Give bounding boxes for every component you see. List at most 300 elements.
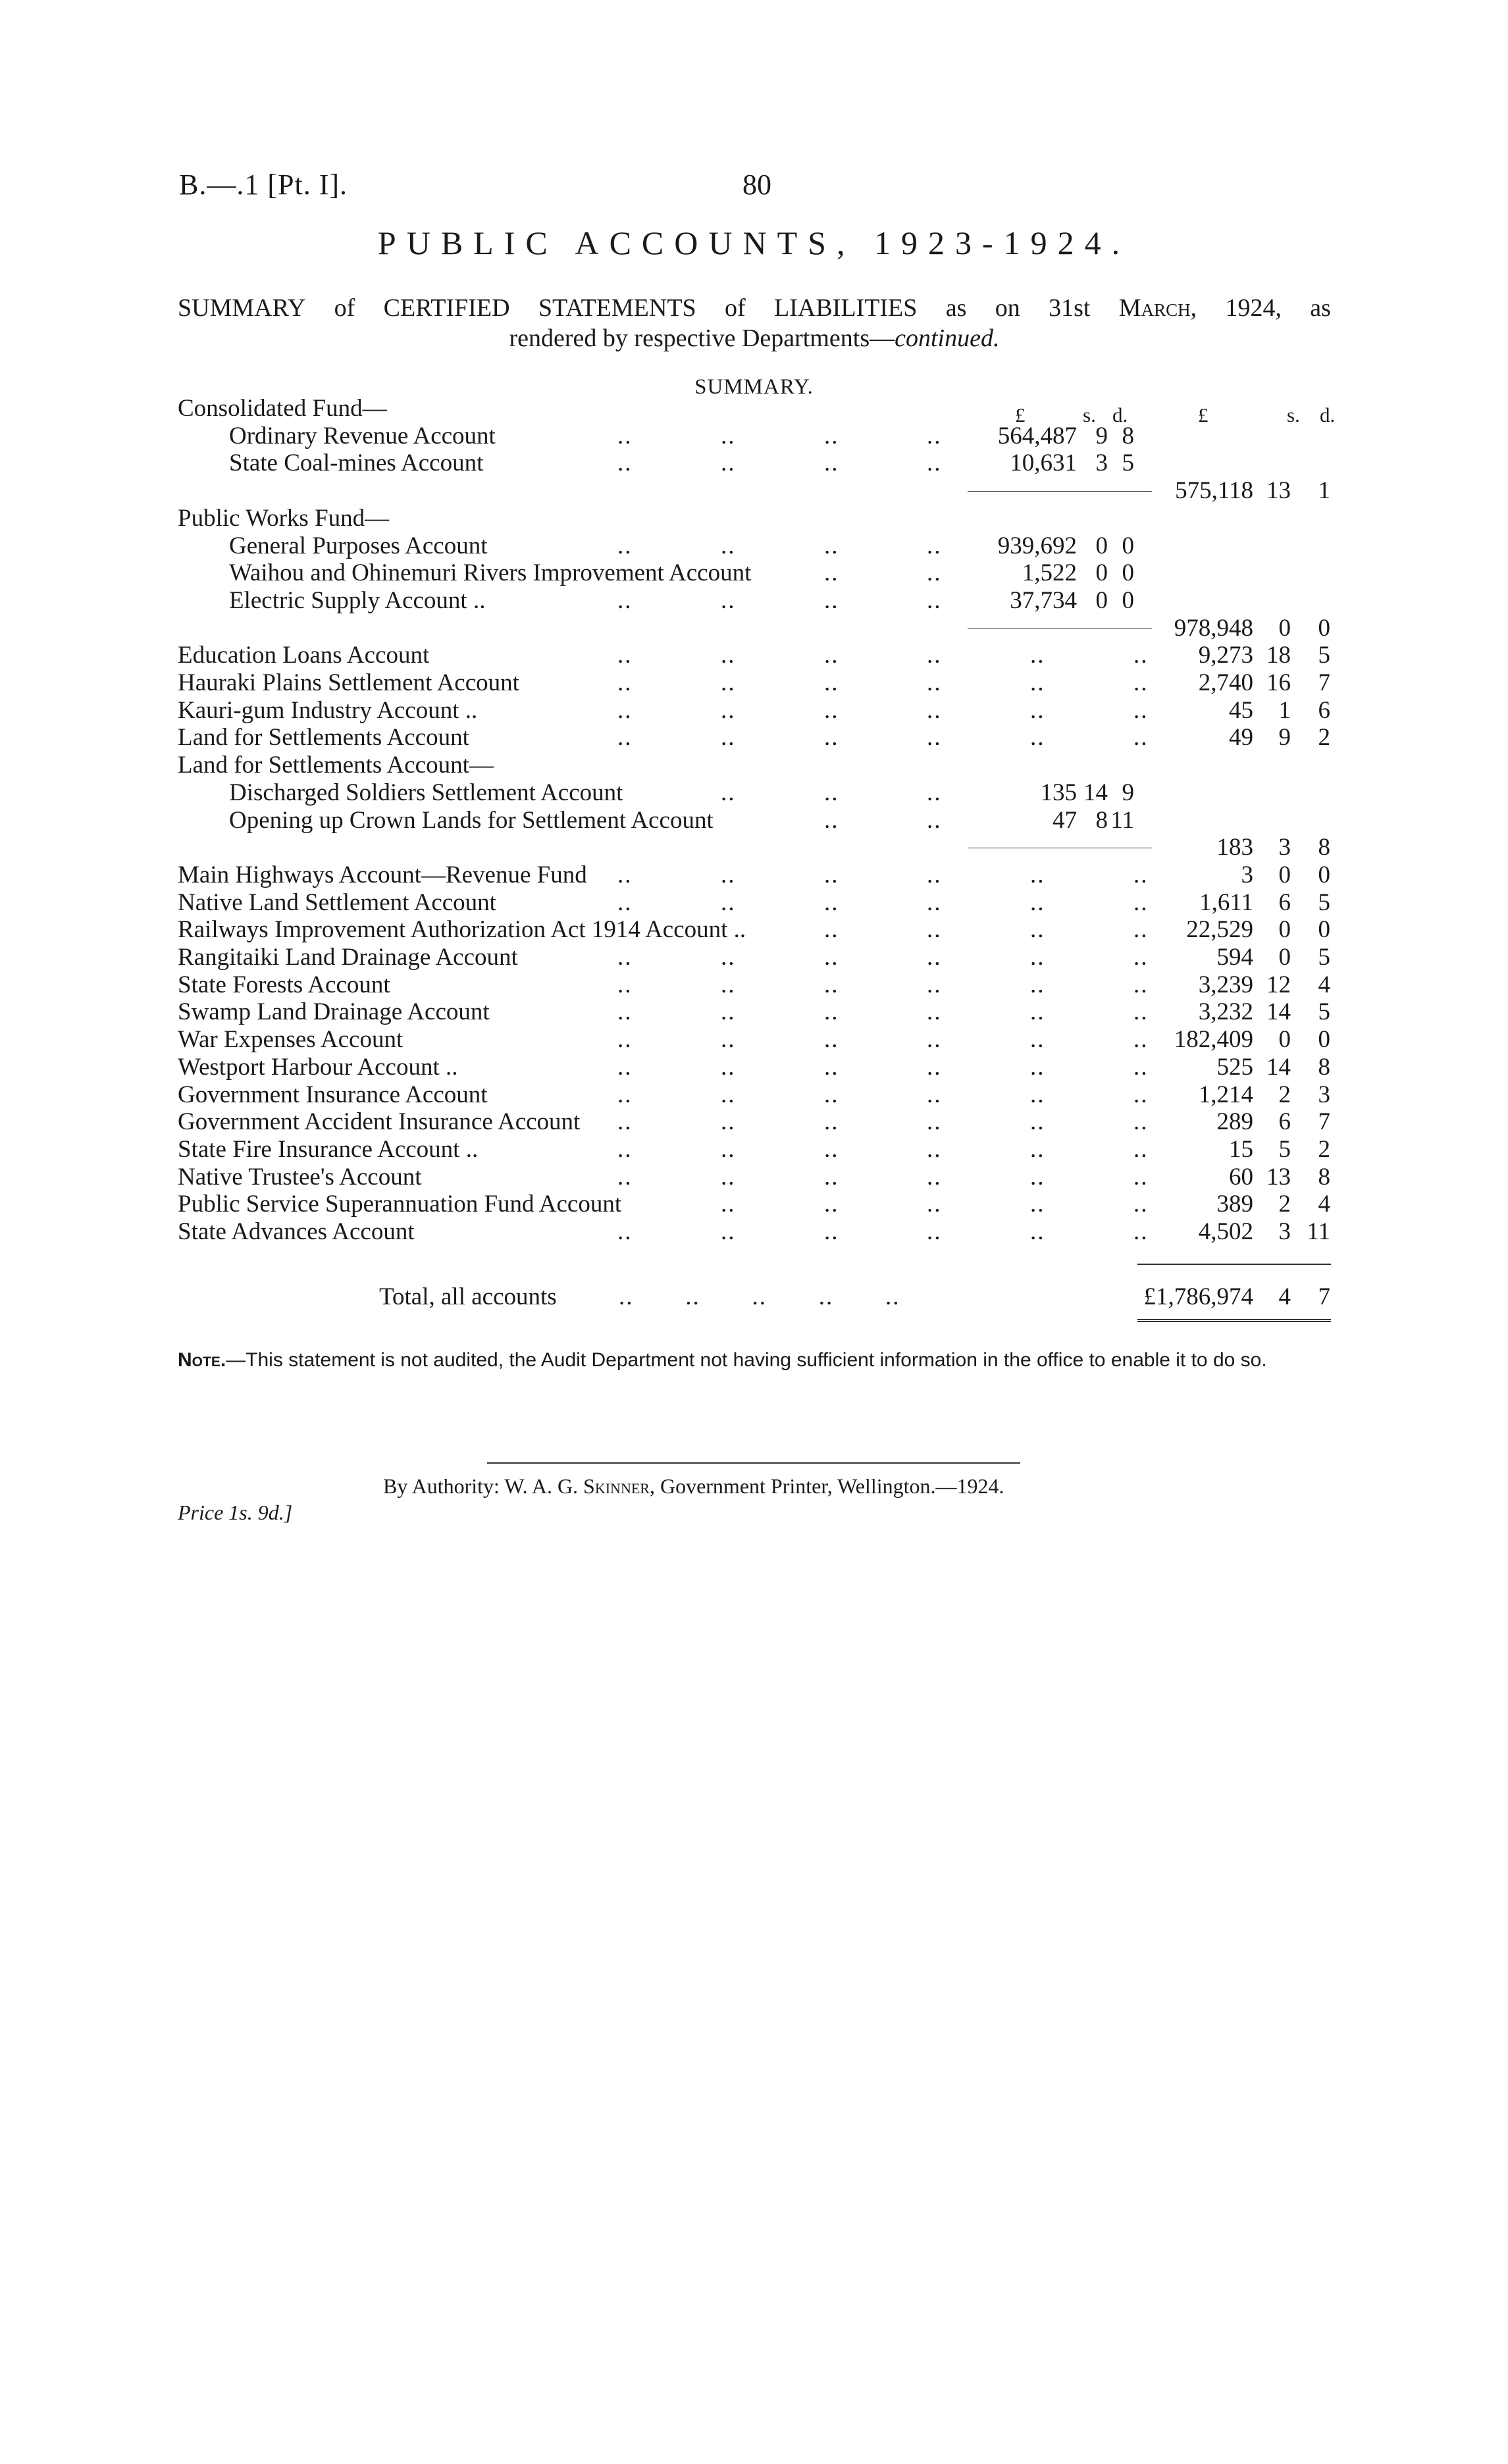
leader-dot: .. [1133,889,1149,916]
c2-pounds: 49 [1229,724,1253,751]
subtitle-word: 1924, [1225,294,1282,322]
table-row [0,395,1508,423]
c2-pounds: 525 [1216,1054,1253,1081]
c1-pounds: 564,487 [997,423,1077,449]
c2-pounds: 978,948 [1174,615,1253,642]
c2-pounds: 575,118 [1175,477,1253,504]
leader-dot: .. [1133,1054,1149,1081]
leader-dot: .. [721,1081,736,1108]
subtitle-line-2 [178,323,1331,353]
row-label: Land for Settlements Account— [178,752,494,779]
row-label: Waihou and Ohinemuri Rivers Improvement Account [229,559,752,586]
table-row [0,423,1508,450]
leader-dot: .. [1133,724,1149,751]
leader-dot: .. [927,1054,942,1081]
c2-pence: 0 [1318,861,1330,888]
leader-dot: .. [721,1108,736,1135]
leader-dot: .. [1133,1026,1149,1053]
leader-dot: .. [927,1191,942,1218]
c2-shillings: 0 [1278,944,1291,971]
c2-pence: 11 [1307,1218,1330,1245]
subtitle-word: LIABILITIES [774,294,918,322]
leader-dot: .. [927,587,942,614]
leader-dot: .. [617,1136,633,1163]
leader-dot: .. [927,423,942,449]
leader-dot: .. [824,779,839,806]
leader-dot: .. [617,724,633,751]
row-label: Opening up Crown Lands for Settlement Account [229,807,714,834]
leader-dot: .. [617,944,633,971]
page-number: 80 [742,168,771,201]
row-label: General Purposes Account [229,532,488,559]
leader-dot: .. [824,532,839,559]
c2-pounds: 15 [1229,1136,1253,1163]
subtitle-word: as [1310,294,1331,322]
note-label: Note. [178,1349,226,1371]
leader-dot: .. [824,697,839,724]
table-row [0,834,1508,861]
table-row [0,1108,1508,1136]
row-label: Hauraki Plains Settlement Account [178,669,519,696]
row-label: State Fire Insurance Account .. [178,1136,479,1163]
c2-shillings: 1 [1278,697,1291,724]
authority-prefix: By Authority: W. A. G. [383,1474,584,1498]
audit-note [178,1348,1331,1373]
leader-dot: .. [1030,1054,1045,1081]
leader-dot: .. [927,1218,942,1245]
leader-dot: .. [824,916,839,943]
subtitle-word: 31st [1049,294,1091,322]
leader-dot: .. [721,861,736,888]
row-label: Ordinary Revenue Account [229,423,496,449]
c2-shillings: 6 [1278,889,1291,916]
c1-shillings: 0 [1095,587,1108,614]
leader-dot: .. [617,861,633,888]
subtitle-word: SUMMARY [178,294,306,322]
c2-shillings: 0 [1278,861,1291,888]
document-subtitle [178,293,1331,353]
leader-dot: .. [824,559,839,586]
c2-pounds: 389 [1216,1191,1253,1218]
leader-dot: .. [927,889,942,916]
leader-dot: .. [1133,1164,1149,1191]
leader-dot: .. [1030,916,1045,943]
c2-pounds: 4,502 [1198,1218,1253,1245]
leader-dot: .. [617,697,633,724]
leader-dot: .. [824,587,839,614]
c2-pence: 7 [1318,1108,1330,1135]
summary-heading: SUMMARY. [694,375,814,399]
leader-dot: .. [617,1164,633,1191]
c2-pounds: 1,611 [1199,889,1253,916]
table-row [0,807,1508,834]
leader-dot: .. [824,449,839,476]
subtotal-rule [968,491,1152,492]
c2-shillings: 3 [1278,834,1291,861]
c1-shillings: 0 [1095,559,1108,586]
c2-pence: 0 [1318,1026,1330,1053]
leader-dot: .. [927,669,942,696]
c2-shillings: 12 [1266,971,1291,998]
leader-dot: .. [1030,1026,1045,1053]
leader-dot: .. [1030,669,1045,696]
leader-dot: .. [927,697,942,724]
c1-pounds: 135 [1040,779,1077,806]
c2-pounds: 182,409 [1174,1026,1253,1053]
leader-dot: .. [721,889,736,916]
leader-dot: .. [927,449,942,476]
leader-dot: .. [1133,1108,1149,1135]
c2-pence: 0 [1318,615,1330,642]
subtitle-line-1 [178,293,1331,323]
leader-dot: .. [1030,642,1045,669]
table-row [0,642,1508,669]
row-label: War Expenses Account [178,1026,403,1053]
leader-dot: .. [824,1054,839,1081]
leader-dot: .. [721,779,736,806]
leader-dot: .. [824,1164,839,1191]
col1-pence-header: d. [1112,403,1128,426]
table-row [0,449,1508,477]
leader-dot: .. [1133,697,1149,724]
leader-dot: .. [721,971,736,998]
leader-dot: .. [824,971,839,998]
leader-dot: .. [617,642,633,669]
leader-dot: .. [1133,916,1149,943]
row-label: Discharged Soldiers Settlement Account [229,779,623,806]
table-row [0,1026,1508,1054]
col2-pounds-header: £ [1198,403,1209,426]
total-leader-dots: .. .. .. .. .. [619,1283,900,1310]
authority-name: Skinner [583,1474,650,1498]
c1-pounds: 939,692 [997,532,1077,559]
table-row [0,724,1508,752]
table-row [0,1136,1508,1164]
row-label: Swamp Land Drainage Account [178,998,490,1025]
leader-dot: .. [617,1108,633,1135]
c2-shillings: 9 [1278,724,1291,751]
leader-dot: .. [824,861,839,888]
c2-shillings: 14 [1266,1054,1291,1081]
leader-dot: .. [721,998,736,1025]
leader-dot: .. [927,1081,942,1108]
leader-dot: .. [721,944,736,971]
leader-dot: .. [824,889,839,916]
c2-shillings: 13 [1266,1164,1291,1191]
table-row [0,971,1508,999]
c1-pounds: 10,631 [1010,449,1077,476]
leader-dot: .. [927,779,942,806]
subtitle-word: STATEMENTS [538,294,696,322]
total-pence: 7 [1318,1283,1330,1310]
row-label: Native Trustee's Account [178,1164,422,1191]
c2-pence: 4 [1318,1191,1330,1218]
leader-dot: .. [927,1026,942,1053]
total-shillings: 4 [1278,1283,1291,1310]
c2-pence: 2 [1318,1136,1330,1163]
leader-dot: .. [824,944,839,971]
leader-dot: .. [1030,1191,1045,1218]
leader-dot: .. [1133,861,1149,888]
leader-dot: .. [721,1136,736,1163]
table-row [0,916,1508,944]
c1-pence: 9 [1122,779,1134,806]
leader-dot: .. [927,998,942,1025]
leader-dot: .. [824,1218,839,1245]
leader-dot: .. [824,1191,839,1218]
c1-shillings: 14 [1083,779,1108,806]
c2-pounds: 2,740 [1198,669,1253,696]
leader-dot: .. [927,642,942,669]
leader-dot: .. [721,423,736,449]
leader-dot: .. [617,1054,633,1081]
leader-dot: .. [617,532,633,559]
c1-pounds: 1,522 [1022,559,1077,586]
row-label: Westport Harbour Account .. [178,1054,458,1081]
c2-pounds: 183 [1216,834,1253,861]
leader-dot: .. [1133,1191,1149,1218]
leader-dot: .. [721,1218,736,1245]
c2-pence: 6 [1318,697,1330,724]
leader-dot: .. [824,642,839,669]
c2-pounds: 594 [1216,944,1253,971]
row-label: Native Land Settlement Account [178,889,496,916]
row-label: State Advances Account [178,1218,415,1245]
c2-pence: 5 [1318,998,1330,1025]
row-label: Consolidated Fund— [178,395,387,422]
c1-pence: 5 [1122,449,1134,476]
col1-shillings-header: s. [1083,403,1096,426]
leader-dot: .. [927,532,942,559]
leader-dot: .. [617,971,633,998]
c1-shillings: 9 [1095,423,1108,449]
c2-pence: 4 [1318,971,1330,998]
price: Price 1s. 9d.] [178,1501,293,1524]
leader-dot: .. [721,697,736,724]
leader-dot: .. [824,1108,839,1135]
leader-dot: .. [1030,1108,1045,1135]
subtitle-line-2-italic: continued. [895,324,1000,352]
row-label: State Coal-mines Account [229,449,484,476]
printer-authority [383,1474,1004,1499]
subtitle-word: CERTIFIED [383,294,510,322]
note-text: —This statement is not audited, the Audit Department not having sufficient information in the office to enable it to do so. [226,1349,1267,1371]
row-label: Kauri-gum Industry Account .. [178,697,478,724]
subtitle-word: of [725,294,746,322]
table-row [0,944,1508,971]
c2-pounds: 3 [1241,861,1253,888]
c2-pence: 1 [1318,477,1330,504]
leader-dot: .. [617,423,633,449]
row-label: Government Accident Insurance Account [178,1108,581,1135]
subtitle-word: of [334,294,355,322]
leader-dot: .. [1030,1218,1045,1245]
leader-dot: .. [1030,861,1045,888]
leader-dot: .. [721,1191,736,1218]
c2-pounds: 9,273 [1198,642,1253,669]
subtitle-word: as [945,294,967,322]
c2-pence: 7 [1318,669,1330,696]
leader-dot: .. [617,998,633,1025]
leader-dot: .. [721,669,736,696]
c2-pence: 5 [1318,944,1330,971]
c2-pence: 3 [1318,1081,1330,1108]
authority-suffix: , Government Printer, Wellington.—1924. [649,1474,1004,1498]
subtitle-line-2-text: rendered by respective Departments— [509,324,895,352]
c2-pence: 8 [1318,834,1330,861]
leader-dot: .. [1133,944,1149,971]
c1-pence: 0 [1122,559,1134,586]
total-label: Total, all accounts [379,1283,557,1310]
c2-pence: 8 [1318,1164,1330,1191]
document-reference: B.—.1 [Pt. I]. [179,168,348,201]
leader-dot: .. [721,449,736,476]
leader-dot: .. [927,944,942,971]
total-double-rule [1137,1319,1331,1322]
leader-dot: .. [824,998,839,1025]
col1-pounds-header: £ [1015,403,1026,426]
leader-dot: .. [927,1136,942,1163]
c2-shillings: 0 [1278,916,1291,943]
c2-pence: 8 [1318,1054,1330,1081]
total-row [0,1283,1508,1311]
c1-shillings: 8 [1095,807,1108,834]
total-top-rule [1137,1264,1331,1265]
leader-dot: .. [927,724,942,751]
leader-dot: .. [824,1136,839,1163]
leader-dot: .. [1030,971,1045,998]
leader-dot: .. [927,807,942,834]
table-row [0,752,1508,779]
c1-pounds: 37,734 [1010,587,1077,614]
c1-shillings: 3 [1095,449,1108,476]
leader-dot: .. [721,532,736,559]
table-row [0,1054,1508,1081]
leader-dot: .. [1030,724,1045,751]
leader-dot: .. [1133,971,1149,998]
table-row [0,559,1508,587]
table-row [0,779,1508,807]
table-row [0,615,1508,642]
row-label: Government Insurance Account [178,1081,488,1108]
leader-dot: .. [1030,944,1045,971]
table-row [0,1218,1508,1246]
c1-pence: 11 [1110,807,1134,834]
leader-dot: .. [1133,1218,1149,1245]
table-row [0,1081,1508,1109]
table-row [0,998,1508,1026]
c2-pence: 2 [1318,724,1330,751]
row-label: Public Works Fund— [178,505,390,532]
c2-shillings: 2 [1278,1191,1291,1218]
c2-shillings: 5 [1278,1136,1291,1163]
leader-dot: .. [617,889,633,916]
leader-dot: .. [721,642,736,669]
c2-pounds: 1,214 [1198,1081,1253,1108]
table-row [0,697,1508,725]
table-row [0,1164,1508,1191]
row-label: Rangitaiki Land Drainage Account [178,944,518,971]
leader-dot: .. [927,559,942,586]
c2-pence: 5 [1318,889,1330,916]
leader-dot: .. [617,587,633,614]
leader-dot: .. [824,423,839,449]
leader-dot: .. [927,916,942,943]
leader-dot: .. [617,1218,633,1245]
leader-dot: .. [1133,669,1149,696]
leader-dot: .. [927,861,942,888]
c2-pounds: 45 [1229,697,1253,724]
leader-dot: .. [617,1026,633,1053]
c2-shillings: 14 [1266,998,1291,1025]
row-label: Railways Improvement Authorization Act 1914 Account .. [178,916,746,943]
leader-dot: .. [617,1081,633,1108]
c2-shillings: 2 [1278,1081,1291,1108]
c1-shillings: 0 [1095,532,1108,559]
subtitle-word: on [995,294,1020,322]
leader-dot: .. [927,971,942,998]
table-row [0,587,1508,615]
c1-pence: 0 [1122,587,1134,614]
leader-dot: .. [824,669,839,696]
leader-dot: .. [824,1026,839,1053]
row-label: Main Highways Account—Revenue Fund [178,861,587,888]
leader-dot: .. [1030,697,1045,724]
row-label: Electric Supply Account .. [229,587,486,614]
col2-pence-header: d. [1320,403,1336,426]
leader-dot: .. [1030,1136,1045,1163]
c2-shillings: 16 [1266,669,1291,696]
table-row [0,861,1508,889]
leader-dot: .. [721,1026,736,1053]
c2-pence: 0 [1318,916,1330,943]
c2-shillings: 3 [1278,1218,1291,1245]
leader-dot: .. [824,807,839,834]
c1-pence: 8 [1122,423,1134,449]
leader-dot: .. [617,669,633,696]
table-row [0,477,1508,505]
leader-dot: .. [1030,1081,1045,1108]
leader-dot: .. [721,587,736,614]
c1-pence: 0 [1122,532,1134,559]
leader-dot: .. [721,1164,736,1191]
c2-shillings: 6 [1278,1108,1291,1135]
leader-dot: .. [617,449,633,476]
leader-dot: .. [927,1108,942,1135]
c2-shillings: 18 [1266,642,1291,669]
leader-dot: .. [1133,642,1149,669]
leader-dot: .. [1030,998,1045,1025]
row-label: Education Loans Account [178,642,430,669]
document-title: PUBLIC ACCOUNTS, 1923-1924. [377,224,1131,261]
leader-dot: .. [721,1054,736,1081]
table-row [0,532,1508,560]
leader-dot: .. [721,724,736,751]
footer-rule [487,1462,1020,1464]
c2-pounds: 3,239 [1198,971,1253,998]
table-row [0,505,1508,532]
table-row [0,669,1508,697]
row-label: State Forests Account [178,971,390,998]
row-label: Land for Settlements Account [178,724,469,751]
c2-shillings: 0 [1278,1026,1291,1053]
c2-pounds: 289 [1216,1108,1253,1135]
leader-dot: .. [1030,889,1045,916]
c2-shillings: 0 [1278,615,1291,642]
c2-pence: 5 [1318,642,1330,669]
leader-dot: .. [824,1081,839,1108]
c2-pounds: 22,529 [1186,916,1253,943]
